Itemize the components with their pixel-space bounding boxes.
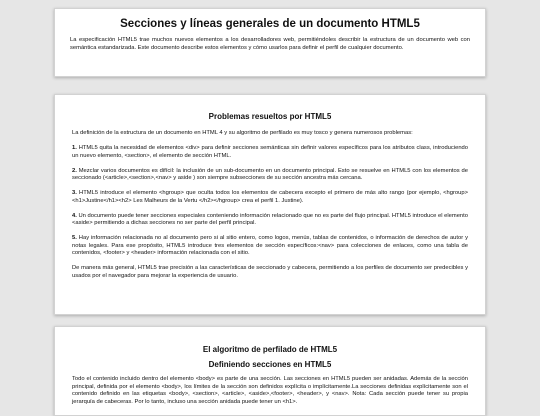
problem-item-1	[72, 145, 468, 160]
problem-text: HTML5 quita la necesidad de elementos <div> para definir secciones semánticas sin definir valores específicos para los atributos class, introduciendo un nuevo elemento, <section>, el elemento de sección HTML.	[72, 144, 468, 159]
problems-closing: De manera más general, HTML5 trae precisión a las características de seccionado y cabecera, permitiendo a los perfiles de documento ser predecibles y usados por el navegador para mejorar la experiencia de usuario.	[72, 265, 468, 280]
problem-item-4	[72, 213, 468, 228]
problem-number: 1.	[72, 144, 77, 151]
problem-item-3	[72, 190, 468, 205]
intro-card	[54, 8, 486, 77]
algorithm-card	[54, 326, 486, 416]
problems-heading: Problemas resueltos por HTML5	[208, 112, 332, 121]
algorithm-subheading: Definiendo secciones en HTML5	[208, 360, 332, 369]
page-title: Secciones y líneas generales de un documento HTML5	[120, 18, 420, 30]
problems-card	[54, 94, 486, 315]
problem-item-5	[72, 235, 468, 258]
problem-text: Hay información relacionada no al documento pero si al sitio entero, como logos, menús, tablas de contenidos, o información de derechos de autor y notas legales. Para ese propósito, HTML5 introduce tres elementos de sección específicos:<nav> para colecciones de enlaces, como una tabla de contenidos, <footer> y <header> información relacionada con el sitio.	[72, 235, 468, 257]
problem-text: Mezclar varios documentos es difícil: la inclusión de un sub-documento en un documento principal. Esto se resuelve en HTML5 con los elementos de seccionado (<article>,<section>,<nav> y aside ) son siempre subsecciones de su sección ancestra más cercana.	[72, 167, 468, 182]
problem-number: 2.	[72, 167, 77, 174]
problem-item-2	[72, 168, 468, 183]
problem-number: 3.	[72, 190, 77, 197]
problem-number: 5.	[72, 235, 77, 242]
problem-text: Un documento puede tener secciones especiales conteniendo información relacionado que no es parte del flujo principal. HTML5 introduce el elemento <aside> permitiendo a dichas secciones no ser parte del perfil principal.	[72, 212, 468, 227]
problems-intro: La definición de la estructura de un documento en HTML 4 y su algoritmo de perfilado es muy tosco y genera numerosos problemas:	[72, 130, 413, 136]
algorithm-heading: El algoritmo de perfilado de HTML5	[202, 345, 338, 354]
algorithm-paragraph: Todo el contenido incluido dentro del elemento <body> es parte de una sección. Las secciones en HTML5 pueden ser anidadas. Además de la sección principal, definida por el elemento <body>, los límites de la sección son definidos explícita o implícitamente.La secciones definidas explícitamente son el contenido definido en las etiquetas <body>, <section>, <article>, <aside>,<footer>, <header>, y <nav>. Nota: Cada sección puede tener su propia jerarquía de cabeceras. Por lo tanto, incluso una sección anidada puede tener un <h1>.	[72, 376, 468, 405]
problem-text: HTML5 introduce el elemento <hgroup> que oculta todos los elementos de cabecera excepto el primero de más alto rango (por ejemplo, <hgroup><h1>Justine</h1><h2> Les Malheurs de la Vertu </h2></hgroup> crea el perfil 1. Justine).	[72, 190, 468, 204]
intro-paragraph: La especificación HTML5 trae muchos nuevos elementos a los desarrolladores web, permitiéndoles describir la estructura de un documento web con semántica estandarizada. Este documento describe estos elementos y cómo usarlos para definir el perfil de cualquier documento.	[70, 37, 470, 51]
problem-number: 4.	[72, 212, 77, 219]
